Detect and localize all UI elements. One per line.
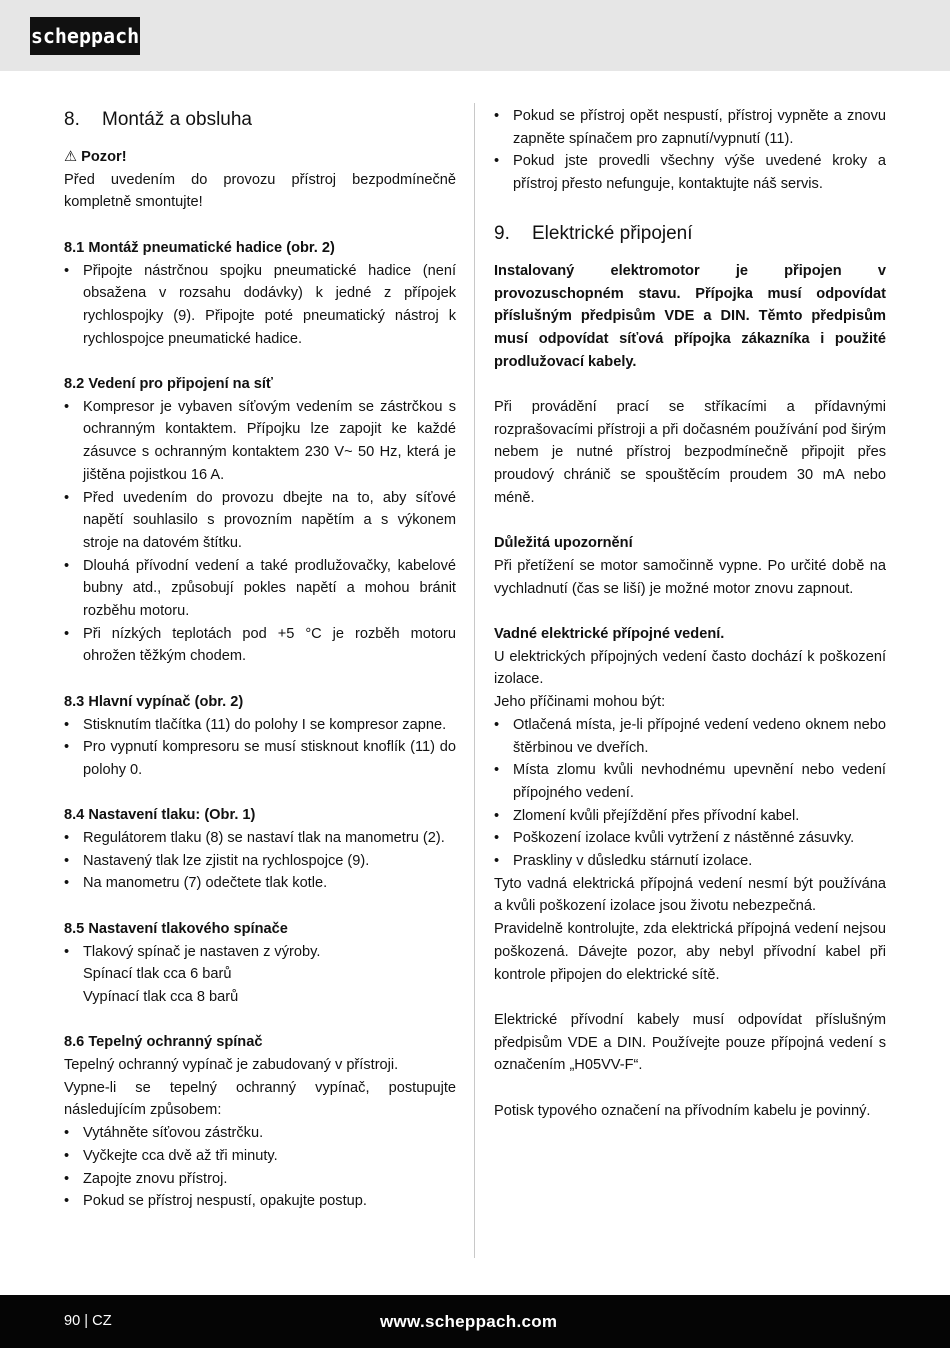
list-item: • Pokud se přístroj nespustí, opakujte postup. (64, 1190, 456, 1213)
defective-cable-text-2: Jeho příčinami mohou být: (494, 694, 666, 711)
defective-cable-title: Vadné elektrické přípojné vedení. (494, 626, 725, 643)
section-8-6-text-2: Vypne-li se tepelný ochranný vypínač, postupujte následujícím způsobem: (64, 1079, 456, 1119)
section-8-6-list (64, 1122, 456, 1213)
section-8-4-list (64, 827, 456, 895)
defective-cable-text-1: U elektrických přípojných vedení často dochází k poškození izolace. (494, 648, 886, 688)
list-item: • Pro vypnutí kompresoru se musí stisknout knoflík (11) do polohy 0. (64, 736, 456, 781)
page-separator: | (84, 1313, 89, 1329)
section-8-2-list (64, 396, 456, 668)
section-8-6-title: 8.6 Tepelný ochranný spínač (64, 1034, 263, 1051)
section-8-3-list (64, 714, 456, 782)
column-divider (474, 103, 475, 1258)
motor-connection-paragraph: Instalovaný elektromotor je připojen v provozuschopném stavu. Přípojka musí odpovídat příslušným předpisům VDE a DIN. Těmto předpisům musí odpovídat síťová přípojka zákazníka i použité prodlužovací kabely. (494, 262, 886, 370)
warning-text: Před uvedením do provozu přístroj bezpodmínečně kompletně smontujte! (64, 171, 456, 211)
list-item: • Kompresor je vybaven síťovým vedením se zástrčkou s ochranným kontaktem. Přípojku lze zapojit ke každé zásuvce s ochranným kontaktem 230 V~ 50 Hz, která je jištěna pojistkou 16 A. (64, 396, 456, 487)
list-item: • Zapojte znovu přístroj. (64, 1168, 456, 1191)
list-item: • Zlomení kvůli přejíždění přes přívodní kabel. (494, 805, 886, 828)
list-item: • Tlakový spínač je nastaven z výroby. (64, 941, 456, 964)
page-number-value: 90 (64, 1313, 81, 1329)
language-code: CZ (92, 1313, 112, 1329)
list-item: • Otlačená místa, je-li přípojné vedení vedeno oknem nebo štěrbinou ve dveřích. (494, 714, 886, 759)
footer-bar (0, 1295, 950, 1348)
list-item: • Praskliny v důsledku stárnutí izolace. (494, 850, 886, 873)
important-notes-title: Důležitá upozornění (494, 535, 633, 552)
section-8-1-list (64, 260, 456, 351)
warning-icon: ⚠ (64, 149, 78, 165)
left-column (64, 105, 456, 1213)
switch-off-pressure: Vypínací tlak cca 8 barů (83, 988, 239, 1005)
cable-requirements-paragraph: Elektrické přívodní kabely musí odpovídat příslušným předpisům VDE a DIN. Používejte pouze přípojná vedení s označením „H05VV-F“. (494, 1011, 886, 1074)
switch-on-pressure: Spínací tlak cca 6 barů (83, 966, 232, 983)
website-url: www.scheppach.com (380, 1312, 558, 1331)
brand-logo: scheppach (30, 17, 140, 55)
section-9-heading (494, 222, 886, 246)
defective-cable-text-3: Tyto vadná elektrická přípojná vedení nesmí být používána a kvůli poškození izolace jsou životu nebezpečná. (494, 875, 886, 915)
section-8-heading (64, 108, 456, 132)
section-9-title: Elektrické připojení (532, 222, 693, 244)
header-bar (0, 0, 950, 71)
section-8-4-title: 8.4 Nastavení tlaku: (Obr. 1) (64, 807, 256, 824)
section-8-2-title: 8.2 Vedení pro připojení na síť (64, 376, 273, 392)
section-8-1-title: 8.1 Montáž pneumatické hadice (obr. 2) (64, 239, 335, 256)
list-item: • Před uvedením do provozu dbejte na to, aby síťové napětí souhlasilo s provozním napětím a s výkonem stroje na datovém štítku. (64, 487, 456, 555)
section-8-number: 8. (64, 109, 80, 130)
list-item: • Vytáhněte síťovou zástrčku. (64, 1122, 456, 1145)
section-9-number: 9. (494, 222, 510, 244)
list-item: • Dlouhá přívodní vedení a také prodlužovačky, kabelové bubny atd., způsobují pokles napětí a mohou bránit rozběhu motoru. (64, 555, 456, 623)
list-item: • Místa zlomu kvůli nevhodnému upevnění nebo vedení přípojného vedení. (494, 759, 886, 804)
list-item: • Připojte nástrčnou spojku pneumatické hadice (není obsažena v rozsahu dodávky) k jedné z přípojek rychlospojky (9). Připojte poté pneumatický nástroj k rychlospojce pneumatické hadice. (64, 260, 456, 351)
list-item: • Stisknutím tlačítka (11) do polohy I se kompresor zapne. (64, 714, 456, 737)
list-item: • Pokud jste provedli všechny výše uvedené kroky a přístroj přesto nefunguje, kontaktujte náš servis. (494, 150, 886, 195)
type-marking-paragraph: Potisk typového označení na přívodním kabelu je povinný. (494, 1102, 871, 1119)
section-8-5-list (64, 941, 456, 964)
list-item: • Na manometru (7) odečtete tlak kotle. (64, 872, 456, 895)
warning-label: Pozor! (81, 149, 127, 165)
right-column (494, 105, 886, 1122)
section-8-title: Montáž a obsluha (102, 109, 252, 130)
page-number (64, 1295, 112, 1348)
rcd-paragraph: Při provádění prací se stříkacími a přídavnými rozprašovacími přístroji a při dočasném používání pod širým nebem je nutné přístroj bezpodmínečně připojit přes proudový chránič se spouštěcím proudem 30 mA nebo méně. (494, 399, 886, 506)
warning-heading (64, 146, 456, 169)
continued-list (494, 105, 886, 196)
section-8-3-title: 8.3 Hlavní vypínač (obr. 2) (64, 693, 244, 710)
section-8-5-title: 8.5 Nastavení tlakového spínače (64, 920, 288, 937)
list-item: • Poškození izolace kvůli vytržení z nástěnné zásuvky. (494, 827, 886, 850)
important-notes-text: Při přetížení se motor samočinně vypne. Po určité době na vychladnutí (čas se liší) je možné motor znovu zapnout. (494, 557, 886, 597)
defective-causes-list (494, 714, 886, 873)
list-item: • Při nízkých teplotách pod +5 °C je rozběh motoru ohrožen těžkým chodem. (64, 623, 456, 668)
list-item: • Vyčkejte cca dvě až tři minuty. (64, 1145, 456, 1168)
list-item: • Nastavený tlak lze zjistit na rychlospojce (9). (64, 850, 456, 873)
list-item: • Regulátorem tlaku (8) se nastaví tlak na manometru (2). (64, 827, 456, 850)
list-item: • Pokud se přístroj opět nespustí, přístroj vypněte a znovu zapněte spínačem pro zapnutí/vypnutí (11). (494, 105, 886, 150)
defective-cable-text-4: Pravidelně kontrolujte, zda elektrická přípojná vedení nejsou poškozená. Dávejte pozor, aby nebyl přívodní kabel při kontrole připojen do elektrické sítě. (494, 921, 886, 983)
section-8-6-text-1: Tepelný ochranný vypínač je zabudovaný v přístroji. (64, 1057, 399, 1074)
